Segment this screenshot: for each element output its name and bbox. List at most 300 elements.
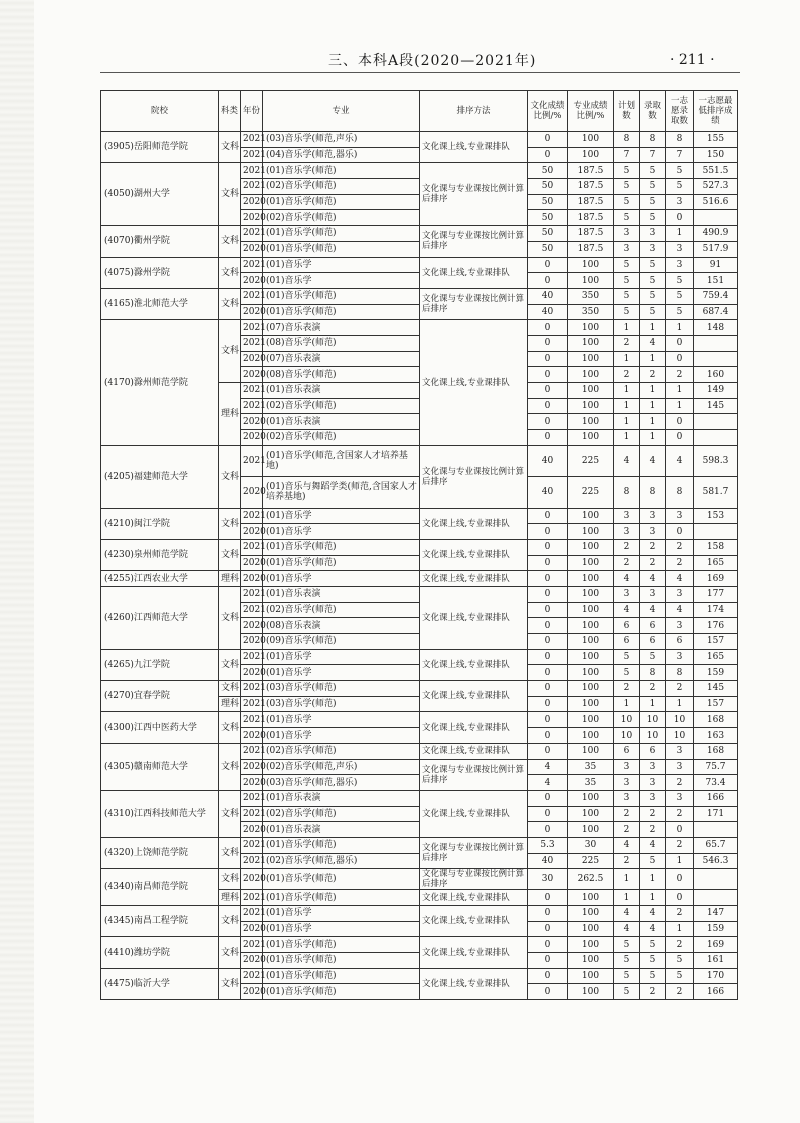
min-score-cell: 546.3 bbox=[694, 853, 738, 869]
major-cell: (03)音乐学(师范) bbox=[263, 681, 420, 697]
column-header: 专业成绩比例/% bbox=[568, 91, 614, 132]
sort-method-cell: 文化课上线,专业课排队 bbox=[420, 743, 528, 759]
admitted-count-cell: 3 bbox=[640, 790, 666, 806]
first-choice-count-cell: 2 bbox=[666, 837, 694, 853]
culture-ratio-cell: 0 bbox=[528, 649, 568, 665]
min-score-cell: 159 bbox=[694, 921, 738, 937]
major-cell: (01)音乐表演 bbox=[263, 586, 420, 602]
plan-count-cell: 2 bbox=[614, 555, 640, 571]
admitted-count-cell: 4 bbox=[640, 335, 666, 351]
plan-count-cell: 1 bbox=[614, 869, 640, 890]
admitted-count-cell: 5 bbox=[640, 937, 666, 953]
first-choice-count-cell: 0 bbox=[666, 335, 694, 351]
culture-ratio-cell: 0 bbox=[528, 414, 568, 430]
admitted-count-cell: 8 bbox=[640, 665, 666, 681]
plan-count-cell: 4 bbox=[614, 837, 640, 853]
sort-method-cell: 文化课上线,专业课排队 bbox=[420, 320, 528, 446]
first-choice-count-cell: 5 bbox=[666, 953, 694, 969]
plan-count-cell: 10 bbox=[614, 712, 640, 728]
first-choice-count-cell: 0 bbox=[666, 414, 694, 430]
professional-ratio-cell: 100 bbox=[568, 367, 614, 383]
table-row bbox=[101, 906, 738, 922]
year-cell: 2020 bbox=[241, 869, 263, 890]
table-row bbox=[101, 257, 738, 273]
professional-ratio-cell: 100 bbox=[568, 890, 614, 906]
professional-ratio-cell: 100 bbox=[568, 398, 614, 414]
year-cell: 2021 bbox=[241, 257, 263, 273]
plan-count-cell: 7 bbox=[614, 147, 640, 163]
admitted-count-cell: 2 bbox=[640, 822, 666, 838]
first-choice-count-cell: 1 bbox=[666, 696, 694, 712]
admitted-count-cell: 2 bbox=[640, 539, 666, 555]
culture-ratio-cell: 0 bbox=[528, 890, 568, 906]
year-cell: 2020 bbox=[241, 571, 263, 587]
admitted-count-cell: 5 bbox=[640, 210, 666, 226]
professional-ratio-cell: 100 bbox=[568, 430, 614, 446]
major-cell: (08)音乐学(师范) bbox=[263, 367, 420, 383]
professional-ratio-cell: 100 bbox=[568, 524, 614, 540]
first-choice-count-cell: 1 bbox=[666, 383, 694, 399]
culture-ratio-cell: 0 bbox=[528, 335, 568, 351]
min-score-cell bbox=[694, 210, 738, 226]
major-cell: (01)音乐表演 bbox=[263, 822, 420, 838]
major-cell: (01)音乐学(师范) bbox=[263, 304, 420, 320]
sort-method-cell: 文化课上线,专业课排队 bbox=[420, 508, 528, 539]
school-name-cell: (4050)湖州大学 bbox=[101, 163, 219, 226]
plan-count-cell: 10 bbox=[614, 728, 640, 744]
first-choice-count-cell: 2 bbox=[666, 681, 694, 697]
professional-ratio-cell: 225 bbox=[568, 477, 614, 508]
plan-count-cell: 4 bbox=[614, 921, 640, 937]
culture-ratio-cell: 0 bbox=[528, 790, 568, 806]
culture-ratio-cell: 0 bbox=[528, 351, 568, 367]
culture-ratio-cell: 50 bbox=[528, 241, 568, 257]
year-cell: 2021 bbox=[241, 539, 263, 555]
admitted-count-cell: 2 bbox=[640, 984, 666, 1000]
table-row bbox=[101, 712, 738, 728]
admitted-count-cell: 4 bbox=[640, 906, 666, 922]
major-cell: (01)音乐表演 bbox=[263, 790, 420, 806]
category-cell: 文科 bbox=[219, 288, 241, 319]
plan-count-cell: 2 bbox=[614, 335, 640, 351]
sort-method-cell: 文化课上线,专业课排队 bbox=[420, 712, 528, 743]
sort-method-cell: 文化课与专业课按比例计算后排序 bbox=[420, 837, 528, 868]
school-name-cell: (4345)南昌工程学院 bbox=[101, 906, 219, 937]
category-cell: 理科 bbox=[219, 383, 241, 446]
professional-ratio-cell: 100 bbox=[568, 147, 614, 163]
sort-method-cell: 文化课与专业课按比例计算后排序 bbox=[420, 759, 528, 790]
first-choice-count-cell: 0 bbox=[666, 351, 694, 367]
min-score-cell: 153 bbox=[694, 508, 738, 524]
min-score-cell: 163 bbox=[694, 728, 738, 744]
major-cell: (01)音乐学 bbox=[263, 257, 420, 273]
school-name-cell: (4320)上饶师范学院 bbox=[101, 837, 219, 868]
major-cell: (01)音乐学 bbox=[263, 524, 420, 540]
major-cell: (01)音乐学(师范) bbox=[263, 937, 420, 953]
plan-count-cell: 5 bbox=[614, 968, 640, 984]
min-score-cell bbox=[694, 869, 738, 890]
admitted-count-cell: 3 bbox=[640, 226, 666, 242]
professional-ratio-cell: 350 bbox=[568, 304, 614, 320]
admitted-count-cell: 1 bbox=[640, 696, 666, 712]
admitted-count-cell: 3 bbox=[640, 759, 666, 775]
culture-ratio-cell: 40 bbox=[528, 853, 568, 869]
plan-count-cell: 8 bbox=[614, 132, 640, 148]
culture-ratio-cell: 0 bbox=[528, 953, 568, 969]
category-cell: 文科 bbox=[219, 320, 241, 383]
culture-ratio-cell: 0 bbox=[528, 696, 568, 712]
min-score-cell: 157 bbox=[694, 696, 738, 712]
admitted-count-cell: 1 bbox=[640, 869, 666, 890]
school-name-cell: (4075)滁州学院 bbox=[101, 257, 219, 288]
admitted-count-cell: 4 bbox=[640, 571, 666, 587]
major-cell: (01)音乐学(师范) bbox=[263, 869, 420, 890]
school-name-cell: (4475)临沂大学 bbox=[101, 968, 219, 999]
culture-ratio-cell: 4 bbox=[528, 759, 568, 775]
major-cell: (01)音乐学 bbox=[263, 712, 420, 728]
culture-ratio-cell: 0 bbox=[528, 634, 568, 650]
culture-ratio-cell: 40 bbox=[528, 304, 568, 320]
year-cell: 2020 bbox=[241, 430, 263, 446]
professional-ratio-cell: 100 bbox=[568, 968, 614, 984]
table-row bbox=[101, 681, 738, 697]
culture-ratio-cell: 0 bbox=[528, 937, 568, 953]
sort-method-cell: 文化课与专业课按比例计算后排序 bbox=[420, 869, 528, 890]
culture-ratio-cell: 50 bbox=[528, 194, 568, 210]
professional-ratio-cell: 100 bbox=[568, 937, 614, 953]
category-cell: 理科 bbox=[219, 890, 241, 906]
admitted-count-cell: 1 bbox=[640, 320, 666, 336]
page-number: · 211 · bbox=[670, 52, 715, 68]
major-cell: (02)音乐学(师范) bbox=[263, 602, 420, 618]
admitted-count-cell: 8 bbox=[640, 477, 666, 508]
year-cell: 2021 bbox=[241, 837, 263, 853]
culture-ratio-cell: 0 bbox=[528, 383, 568, 399]
major-cell: (04)音乐学(师范,器乐) bbox=[263, 147, 420, 163]
table-body bbox=[101, 132, 738, 1000]
culture-ratio-cell: 0 bbox=[528, 147, 568, 163]
major-cell: (01)音乐与舞蹈学类(师范,含国家人才培养基地) bbox=[263, 477, 420, 508]
min-score-cell: 169 bbox=[694, 937, 738, 953]
admitted-count-cell: 6 bbox=[640, 743, 666, 759]
plan-count-cell: 3 bbox=[614, 226, 640, 242]
culture-ratio-cell: 0 bbox=[528, 665, 568, 681]
professional-ratio-cell: 350 bbox=[568, 288, 614, 304]
min-score-cell: 166 bbox=[694, 984, 738, 1000]
culture-ratio-cell: 0 bbox=[528, 822, 568, 838]
min-score-cell: 150 bbox=[694, 147, 738, 163]
min-score-cell: 517.9 bbox=[694, 241, 738, 257]
admitted-count-cell: 2 bbox=[640, 555, 666, 571]
culture-ratio-cell: 0 bbox=[528, 984, 568, 1000]
culture-ratio-cell: 50 bbox=[528, 179, 568, 195]
plan-count-cell: 4 bbox=[614, 602, 640, 618]
major-cell: (01)音乐学(师范) bbox=[263, 953, 420, 969]
year-cell: 2021 bbox=[241, 226, 263, 242]
admitted-count-cell: 10 bbox=[640, 728, 666, 744]
professional-ratio-cell: 187.5 bbox=[568, 210, 614, 226]
min-score-cell: 149 bbox=[694, 383, 738, 399]
table-row bbox=[101, 226, 738, 242]
category-cell: 理科 bbox=[219, 696, 241, 712]
scan-edge-noise bbox=[0, 0, 34, 1123]
column-header: 计划数 bbox=[614, 91, 640, 132]
admitted-count-cell: 7 bbox=[640, 147, 666, 163]
major-cell: (01)音乐学 bbox=[263, 906, 420, 922]
culture-ratio-cell: 0 bbox=[528, 398, 568, 414]
min-score-cell: 177 bbox=[694, 586, 738, 602]
min-score-cell: 598.3 bbox=[694, 445, 738, 476]
first-choice-count-cell: 6 bbox=[666, 634, 694, 650]
first-choice-count-cell: 0 bbox=[666, 430, 694, 446]
year-cell: 2021 bbox=[241, 320, 263, 336]
major-cell: (01)音乐学(师范) bbox=[263, 539, 420, 555]
admitted-count-cell: 4 bbox=[640, 921, 666, 937]
culture-ratio-cell: 0 bbox=[528, 681, 568, 697]
professional-ratio-cell: 100 bbox=[568, 790, 614, 806]
sort-method-cell: 文化课上线,专业课排队 bbox=[420, 586, 528, 649]
major-cell: (01)音乐学(师范) bbox=[263, 226, 420, 242]
table-row bbox=[101, 320, 738, 336]
major-cell: (02)音乐学(师范) bbox=[263, 179, 420, 195]
professional-ratio-cell: 100 bbox=[568, 906, 614, 922]
professional-ratio-cell: 187.5 bbox=[568, 226, 614, 242]
first-choice-count-cell: 3 bbox=[666, 508, 694, 524]
plan-count-cell: 5 bbox=[614, 210, 640, 226]
first-choice-count-cell: 3 bbox=[666, 194, 694, 210]
culture-ratio-cell: 0 bbox=[528, 586, 568, 602]
year-cell: 2021 bbox=[241, 906, 263, 922]
plan-count-cell: 3 bbox=[614, 790, 640, 806]
min-score-cell: 759.4 bbox=[694, 288, 738, 304]
table-row bbox=[101, 968, 738, 984]
major-cell: (09)音乐学(师范) bbox=[263, 634, 420, 650]
professional-ratio-cell: 100 bbox=[568, 257, 614, 273]
major-cell: (02)音乐学(师范,声乐) bbox=[263, 759, 420, 775]
first-choice-count-cell: 2 bbox=[666, 806, 694, 822]
page-title: 三、本科A段(2020—2021年) bbox=[328, 53, 537, 69]
school-name-cell: (4340)南昌师范学院 bbox=[101, 869, 219, 906]
culture-ratio-cell: 0 bbox=[528, 571, 568, 587]
professional-ratio-cell: 100 bbox=[568, 335, 614, 351]
culture-ratio-cell: 0 bbox=[528, 320, 568, 336]
year-cell: 2021 bbox=[241, 586, 263, 602]
plan-count-cell: 6 bbox=[614, 743, 640, 759]
category-cell: 文科 bbox=[219, 743, 241, 790]
year-cell: 2020 bbox=[241, 210, 263, 226]
first-choice-count-cell: 0 bbox=[666, 524, 694, 540]
min-score-cell bbox=[694, 335, 738, 351]
major-cell: (01)音乐学(师范) bbox=[263, 555, 420, 571]
column-header: 年份 bbox=[241, 91, 263, 132]
professional-ratio-cell: 100 bbox=[568, 273, 614, 289]
year-cell: 2020 bbox=[241, 665, 263, 681]
min-score-cell: 174 bbox=[694, 602, 738, 618]
first-choice-count-cell: 1 bbox=[666, 853, 694, 869]
year-cell: 2021 bbox=[241, 937, 263, 953]
culture-ratio-cell: 0 bbox=[528, 273, 568, 289]
plan-count-cell: 2 bbox=[614, 806, 640, 822]
culture-ratio-cell: 0 bbox=[528, 430, 568, 446]
table-row bbox=[101, 937, 738, 953]
min-score-cell bbox=[694, 890, 738, 906]
first-choice-count-cell: 1 bbox=[666, 398, 694, 414]
professional-ratio-cell: 100 bbox=[568, 351, 614, 367]
professional-ratio-cell: 100 bbox=[568, 634, 614, 650]
school-name-cell: (4305)赣南师范大学 bbox=[101, 743, 219, 790]
major-cell: (03)音乐学(师范,声乐) bbox=[263, 132, 420, 148]
category-cell: 文科 bbox=[219, 163, 241, 226]
year-cell: 2020 bbox=[241, 634, 263, 650]
professional-ratio-cell: 100 bbox=[568, 414, 614, 430]
major-cell: (07)音乐表演 bbox=[263, 320, 420, 336]
school-name-cell: (4230)泉州师范学院 bbox=[101, 539, 219, 570]
culture-ratio-cell: 0 bbox=[528, 618, 568, 634]
table-row bbox=[101, 288, 738, 304]
admitted-count-cell: 5 bbox=[640, 179, 666, 195]
first-choice-count-cell: 4 bbox=[666, 571, 694, 587]
professional-ratio-cell: 100 bbox=[568, 743, 614, 759]
year-cell: 2020 bbox=[241, 477, 263, 508]
first-choice-count-cell: 5 bbox=[666, 288, 694, 304]
plan-count-cell: 4 bbox=[614, 571, 640, 587]
year-cell: 2020 bbox=[241, 728, 263, 744]
sort-method-cell: 文化课与专业课按比例计算后排序 bbox=[420, 288, 528, 319]
admitted-count-cell: 2 bbox=[640, 367, 666, 383]
professional-ratio-cell: 100 bbox=[568, 728, 614, 744]
min-score-cell: 75.7 bbox=[694, 759, 738, 775]
professional-ratio-cell: 100 bbox=[568, 539, 614, 555]
school-name-cell: (4300)江西中医药大学 bbox=[101, 712, 219, 743]
year-cell: 2021 bbox=[241, 508, 263, 524]
culture-ratio-cell: 0 bbox=[528, 132, 568, 148]
admitted-count-cell: 2 bbox=[640, 681, 666, 697]
culture-ratio-cell: 40 bbox=[528, 477, 568, 508]
plan-count-cell: 5 bbox=[614, 273, 640, 289]
table-row bbox=[101, 837, 738, 853]
school-name-cell: (4070)衢州学院 bbox=[101, 226, 219, 257]
professional-ratio-cell: 100 bbox=[568, 618, 614, 634]
professional-ratio-cell: 187.5 bbox=[568, 241, 614, 257]
year-cell: 2021 bbox=[241, 681, 263, 697]
year-cell: 2021 bbox=[241, 649, 263, 665]
professional-ratio-cell: 187.5 bbox=[568, 179, 614, 195]
major-cell: (01)音乐学 bbox=[263, 273, 420, 289]
school-name-cell: (4310)江西科技师范大学 bbox=[101, 790, 219, 837]
min-score-cell bbox=[694, 822, 738, 838]
major-cell: (01)音乐学 bbox=[263, 728, 420, 744]
professional-ratio-cell: 100 bbox=[568, 383, 614, 399]
plan-count-cell: 3 bbox=[614, 524, 640, 540]
professional-ratio-cell: 35 bbox=[568, 775, 614, 791]
plan-count-cell: 1 bbox=[614, 414, 640, 430]
category-cell: 文科 bbox=[219, 712, 241, 743]
culture-ratio-cell: 50 bbox=[528, 163, 568, 179]
column-header: 录取数 bbox=[640, 91, 666, 132]
min-score-cell: 170 bbox=[694, 968, 738, 984]
table-row bbox=[101, 445, 738, 476]
category-cell: 文科 bbox=[219, 681, 241, 697]
plan-count-cell: 1 bbox=[614, 398, 640, 414]
year-cell: 2020 bbox=[241, 414, 263, 430]
table-row bbox=[101, 869, 738, 890]
plan-count-cell: 1 bbox=[614, 430, 640, 446]
major-cell: (02)音乐学(师范) bbox=[263, 210, 420, 226]
year-cell: 2021 bbox=[241, 398, 263, 414]
admissions-table bbox=[100, 90, 738, 1000]
professional-ratio-cell: 100 bbox=[568, 984, 614, 1000]
category-cell: 文科 bbox=[219, 790, 241, 837]
culture-ratio-cell: 50 bbox=[528, 226, 568, 242]
table-header-row bbox=[101, 91, 738, 132]
plan-count-cell: 1 bbox=[614, 351, 640, 367]
plan-count-cell: 5 bbox=[614, 194, 640, 210]
first-choice-count-cell: 3 bbox=[666, 790, 694, 806]
sort-method-cell: 文化课上线,专业课排队 bbox=[420, 649, 528, 680]
culture-ratio-cell: 0 bbox=[528, 743, 568, 759]
first-choice-count-cell: 2 bbox=[666, 555, 694, 571]
plan-count-cell: 2 bbox=[614, 539, 640, 555]
min-score-cell: 169 bbox=[694, 571, 738, 587]
min-score-cell: 168 bbox=[694, 712, 738, 728]
year-cell: 2021 bbox=[241, 383, 263, 399]
year-cell: 2021 bbox=[241, 163, 263, 179]
year-cell: 2020 bbox=[241, 367, 263, 383]
category-cell: 文科 bbox=[219, 226, 241, 257]
year-cell: 2021 bbox=[241, 132, 263, 148]
min-score-cell: 65.7 bbox=[694, 837, 738, 853]
first-choice-count-cell: 3 bbox=[666, 618, 694, 634]
culture-ratio-cell: 40 bbox=[528, 288, 568, 304]
first-choice-count-cell: 0 bbox=[666, 210, 694, 226]
culture-ratio-cell: 0 bbox=[528, 508, 568, 524]
major-cell: (01)音乐学 bbox=[263, 649, 420, 665]
column-header: 文化成绩比例/% bbox=[528, 91, 568, 132]
year-cell: 2021 bbox=[241, 968, 263, 984]
major-cell: (01)音乐学(师范,含国家人才培养基地) bbox=[263, 445, 420, 476]
plan-count-cell: 3 bbox=[614, 241, 640, 257]
major-cell: (01)音乐学(师范) bbox=[263, 890, 420, 906]
admitted-count-cell: 1 bbox=[640, 383, 666, 399]
min-score-cell bbox=[694, 414, 738, 430]
first-choice-count-cell: 2 bbox=[666, 906, 694, 922]
year-cell: 2021 bbox=[241, 445, 263, 476]
major-cell: (02)音乐学(师范,器乐) bbox=[263, 853, 420, 869]
plan-count-cell: 1 bbox=[614, 696, 640, 712]
first-choice-count-cell: 3 bbox=[666, 759, 694, 775]
admitted-count-cell: 5 bbox=[640, 968, 666, 984]
culture-ratio-cell: 5.3 bbox=[528, 837, 568, 853]
professional-ratio-cell: 30 bbox=[568, 837, 614, 853]
professional-ratio-cell: 225 bbox=[568, 445, 614, 476]
year-cell: 2021 bbox=[241, 335, 263, 351]
min-score-cell: 165 bbox=[694, 649, 738, 665]
year-cell: 2021 bbox=[241, 179, 263, 195]
major-cell: (08)音乐表演 bbox=[263, 618, 420, 634]
column-header: 科类 bbox=[219, 91, 241, 132]
year-cell: 2020 bbox=[241, 194, 263, 210]
admitted-count-cell: 6 bbox=[640, 634, 666, 650]
plan-count-cell: 5 bbox=[614, 984, 640, 1000]
major-cell: (01)音乐学 bbox=[263, 571, 420, 587]
year-cell: 2021 bbox=[241, 696, 263, 712]
first-choice-count-cell: 5 bbox=[666, 179, 694, 195]
professional-ratio-cell: 100 bbox=[568, 555, 614, 571]
min-score-cell: 171 bbox=[694, 806, 738, 822]
year-cell: 2021 bbox=[241, 890, 263, 906]
admitted-count-cell: 10 bbox=[640, 712, 666, 728]
first-choice-count-cell: 2 bbox=[666, 539, 694, 555]
